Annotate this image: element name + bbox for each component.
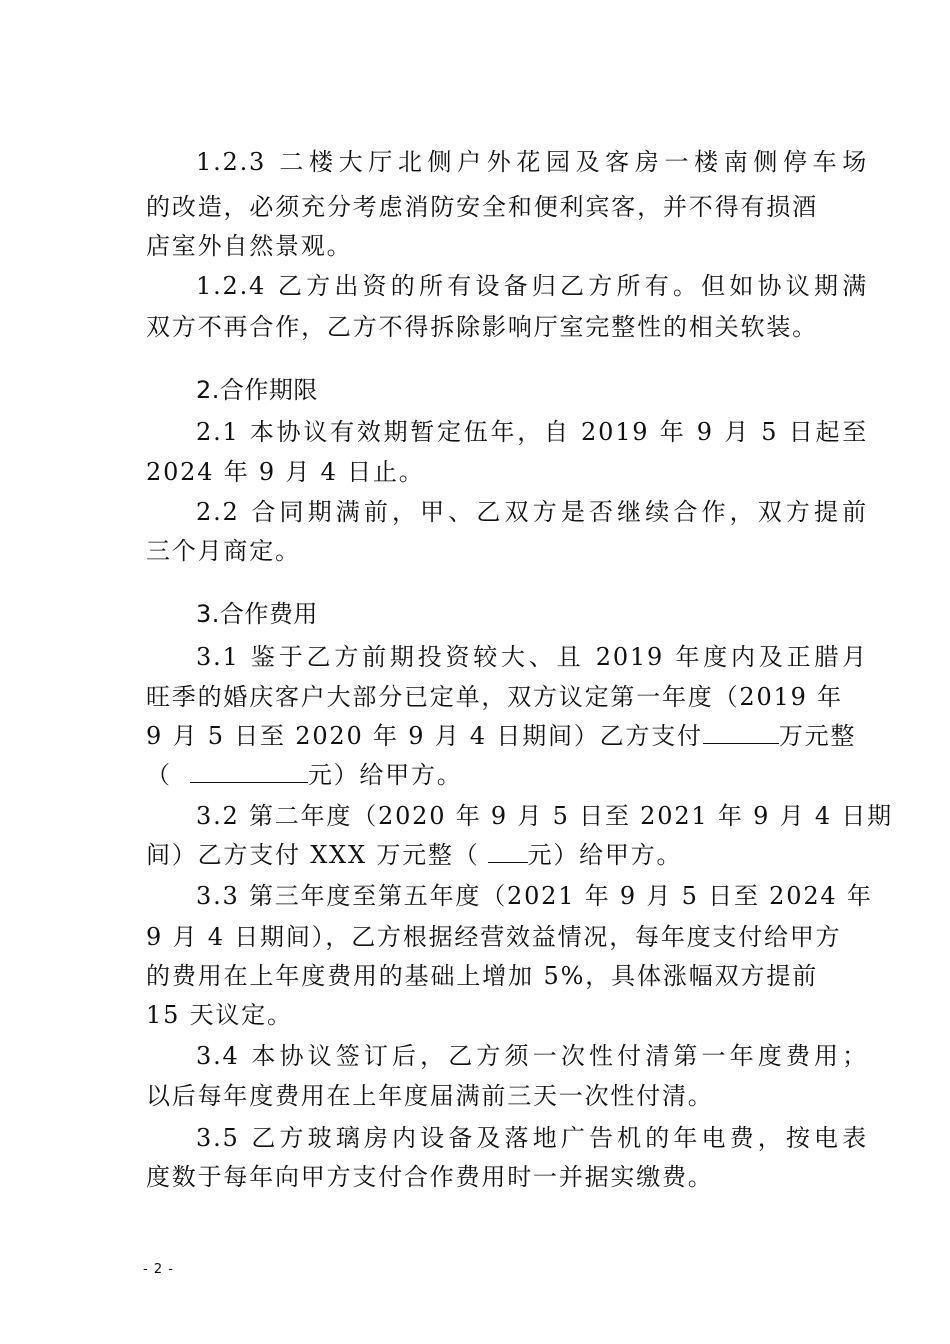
clause-3-1-line-4-text: 元）给甲方。 [307, 761, 463, 789]
clause-1-2-3-line-3: 店室外自然景观。 [146, 232, 353, 260]
clause-3-5-line-2: 度数于每年向甲方支付合作费用时一并据实缴费。 [146, 1163, 714, 1191]
clause-2-1-line-1: 2.1 本协议有效期暂定伍年，自 2019 年 9 月 5 日起至 [196, 418, 868, 446]
page-number: - 2 - [143, 1262, 174, 1277]
clause-3-1-line-3 [146, 716, 857, 756]
clause-1-2-4-line-1: 1.2.4 乙方出资的所有设备归乙方所有。但如协议期满 [196, 272, 868, 300]
clause-2-2-line-2: 三个月商定。 [146, 537, 301, 565]
clause-3-2-line-2 [146, 835, 818, 875]
section-3-heading: 3.合作费用 [196, 600, 318, 628]
clause-3-1-line-3-unit: 万元整 [778, 722, 857, 750]
clause-3-2-line-2-tail: 元）给甲方。 [527, 841, 683, 869]
clause-3-2-line-2-text: 间）乙方支付 XXX 万元整（ [146, 841, 480, 869]
clause-1-2-4-line-2: 双方不再合作，乙方不得拆除影响厅室完整性的相关软装。 [146, 313, 818, 341]
amount-blank-1 [703, 742, 779, 744]
clause-3-4-line-1: 3.4 本协议签订后，乙方须一次性付清第一年度费用； [196, 1042, 868, 1070]
clause-3-1-line-2: 旺季的婚庆客户大部分已定单，双方议定第一年度（2019 年 [146, 683, 843, 711]
clause-3-1-line-4 [146, 755, 818, 795]
clause-3-2-line-1: 3.2 第二年度（2020 年 9 月 5 日至 2021 年 9 月 4 日期 [196, 802, 893, 830]
clause-3-3-line-3: 的费用在上年度费用的基础上增加 5%，具体涨幅双方提前 [146, 962, 818, 990]
clause-3-4-line-2: 以后每年度费用在上年度届满前三天一次性付清。 [146, 1082, 714, 1110]
clause-2-2-line-1: 2.2 合同期满前，甲、乙双方是否继续合作，双方提前 [196, 498, 868, 526]
clause-3-5-line-1: 3.5 乙方玻璃房内设备及落地广告机的年电费，按电表 [196, 1124, 868, 1152]
clause-3-1-line-4-paren: （ [146, 761, 172, 789]
section-2-heading: 2.合作期限 [196, 376, 318, 404]
clause-1-2-3-line-1: 1.2.3 二楼大厅北侧户外花园及客房一楼南侧停车场 [196, 148, 868, 176]
clause-3-3-line-1: 3.3 第三年度至第五年度（2021 年 9 月 5 日至 2024 年 [196, 882, 873, 910]
clause-3-1-line-1: 3.1 鉴于乙方前期投资较大、且 2019 年度内及正腊月 [196, 643, 868, 671]
amount-blank-3 [488, 861, 528, 863]
clause-3-1-line-3-text: 9 月 5 日至 2020 年 9 月 4 日期间）乙方支付 [146, 722, 703, 750]
clause-3-3-line-4: 15 天议定。 [146, 1001, 293, 1029]
amount-blank-2 [190, 781, 308, 783]
clause-3-3-line-2: 9 月 4 日期间），乙方根据经营效益情况，每年度支付给甲方 [146, 923, 842, 951]
clause-1-2-3-line-2: 的改造，必须充分考虑消防安全和便利宾客，并不得有损酒 [146, 193, 818, 221]
clause-2-1-line-2: 2024 年 9 月 4 日止。 [146, 458, 425, 486]
